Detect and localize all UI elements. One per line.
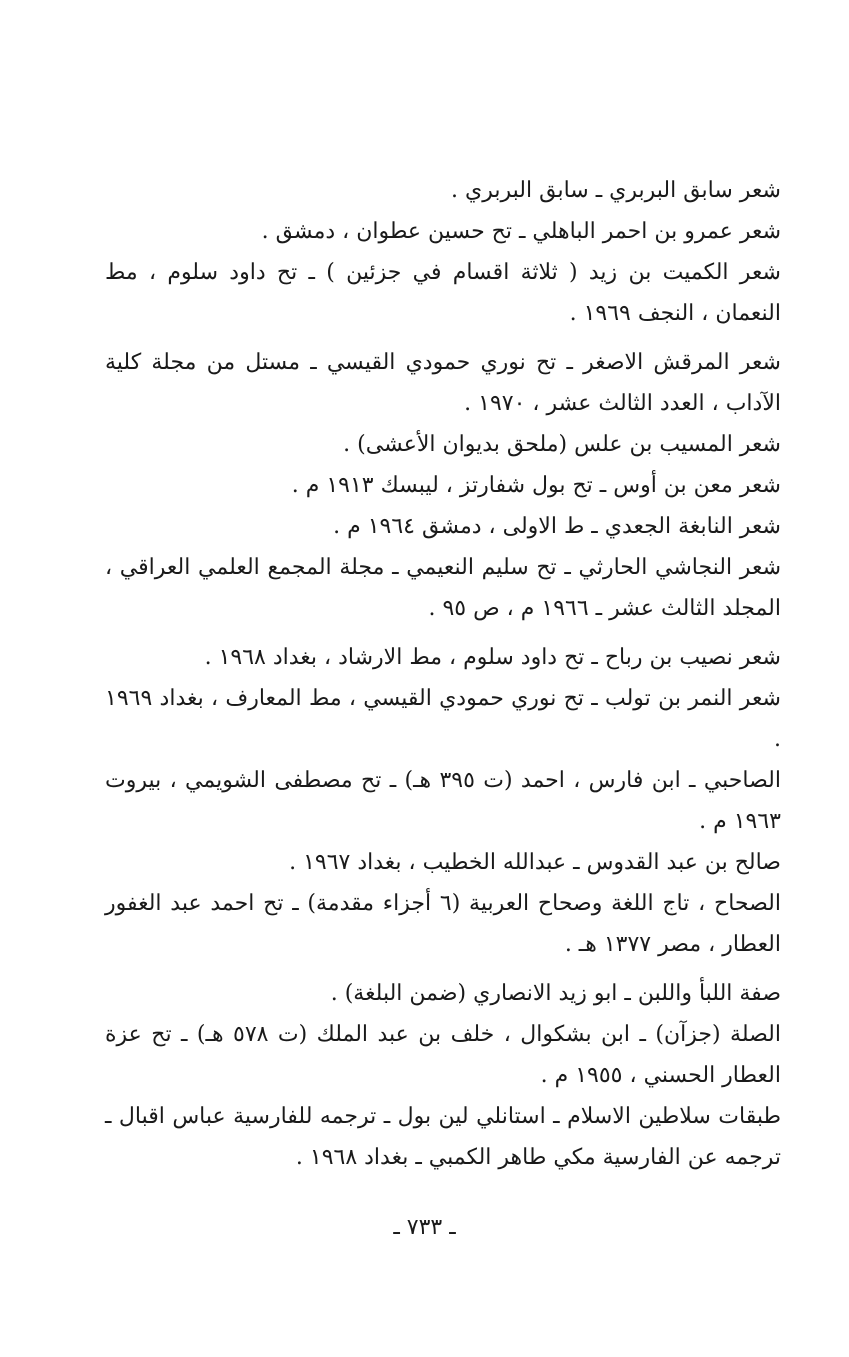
bibliography-entry: الصلة (جزآن) ـ ابن بشكوال ، خلف بن عبد الملك (ت ٥٧٨ هـ) ـ تح عزة العطار الحسني ، ١٩٥٥ م . <box>105 1022 781 1088</box>
bibliography-entry: شعر نصيب بن رباح ـ تح داود سلوم ، مط الارشاد ، بغداد ١٩٦٨ . <box>204 645 781 670</box>
page-number: ـ ٧٣٣ ـ <box>393 1215 456 1240</box>
bibliography-list <box>105 170 781 1178</box>
bibliography-entry: شعر المسيب بن علس (ملحق بديوان الأعشى) . <box>343 432 781 457</box>
bibliography-entry: شعر النمر بن تولب ـ تح نوري حمودي القيسي ، مط المعارف ، بغداد ١٩٦٩ . <box>105 686 781 752</box>
bibliography-entry: شعر النجاشي الحارثي ـ تح سليم النعيمي ـ مجلة المجمع العلمي العراقي ، المجلد الثالث عشر ـ ١٩٦٦ م ، ص ٩٥ . <box>105 555 781 621</box>
bibliography-entry: صفة اللبأ واللبن ـ ابو زيد الانصاري (ضمن البلغة) . <box>330 981 781 1006</box>
bibliography-entry: شعر المرقش الاصغر ـ تح نوري حمودي القيسي ـ مستل من مجلة كلية الآداب ، العدد الثالث عشر ، ١٩٧٠ . <box>105 350 781 416</box>
bibliography-entry: الصحاح ، تاج اللغة وصحاح العربية (٦ أجزاء مقدمة) ـ تح احمد عبد الغفور العطار ، مصر ١٣٧٧ هـ . <box>105 891 781 957</box>
bibliography-entry: شعر الكميت بن زيد ( ثلاثة اقسام في جزئين ) ـ تح داود سلوم ، مط النعمان ، النجف ١٩٦٩ . <box>105 260 781 326</box>
bibliography-entry: الصاحبي ـ ابن فارس ، احمد (ت ٣٩٥ هـ) ـ تح مصطفى الشويمي ، بيروت ١٩٦٣ م . <box>105 768 781 834</box>
bibliography-entry: طبقات سلاطين الاسلام ـ استانلي لين بول ـ ترجمه للفارسية عباس اقبال ـ ترجمه عن الفارسية مكي طاهر الكمبي ـ بغداد ١٩٦٨ . <box>105 1104 781 1170</box>
bibliography-entry: شعر النابغة الجعدي ـ ط الاولى ، دمشق ١٩٦٤ م . <box>333 514 781 539</box>
bibliography-entry: صالح بن عبد القدوس ـ عبدالله الخطيب ، بغداد ١٩٦٧ . <box>289 850 781 875</box>
bibliography-entry: شعر معن بن أوس ـ تح بول شفارتز ، ليبسك ١٩١٣ م . <box>291 473 781 498</box>
bibliography-entry: شعر سابق البربري ـ سابق البربري . <box>451 178 781 203</box>
bibliography-entry: شعر عمرو بن احمر الباهلي ـ تح حسين عطوان ، دمشق . <box>261 219 781 244</box>
